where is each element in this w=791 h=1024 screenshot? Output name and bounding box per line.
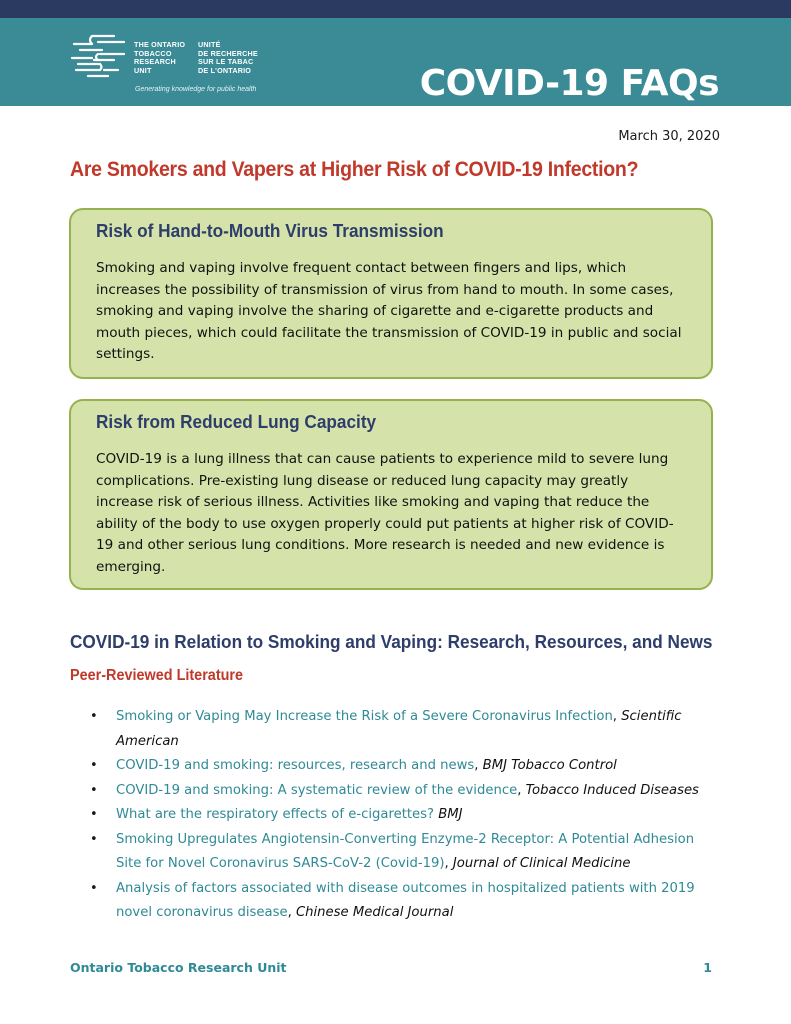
reference-link[interactable]: What are the respiratory effects of e-cigarettes? (116, 807, 435, 822)
org-tagline: Generating knowledge for public health (135, 86, 257, 93)
list-item: • COVID-19 and smoking: A systematic review of the evidence, Tobacco Induced Diseases (90, 779, 720, 804)
otru-logo-icon (70, 30, 130, 78)
info-box-hand-to-mouth (69, 208, 713, 379)
list-item (90, 803, 720, 828)
bullet-dot-icon: • (90, 758, 98, 773)
bullet-dot-icon: • (90, 880, 98, 896)
org-fr-line: UNITÉ (198, 40, 221, 49)
reference-source: BMJ (438, 807, 463, 822)
document-title: COVID-19 FAQs (419, 63, 719, 104)
box-body: COVID-19 is a lung illness that can cause patients to experience mild to severe lung complications. Pre-existing lung disease or reduced lung capacity may greatly increase risk of serious illness. Activities like smoking and vaping that reduce the ability of the body to use oxygen properly could put patients at higher risk of COVID-19 and other serious lung conditions. More research is needed and new evidence is emerging. (96, 451, 674, 575)
org-fr-line: DE L'ONTARIO (198, 65, 252, 75)
publication-date: March 30, 2020 (618, 129, 720, 144)
org-en-line: THE ONTARIO (134, 40, 186, 49)
reference-link[interactable]: COVID-19 and smoking: resources, research and news (116, 758, 475, 773)
list-item: • Smoking Upregulates Angiotensin-Converting Enzyme-2 Receptor: A Potential Adhesion Site for Novel Coronavirus SARS-CoV-2 (Covid-19), Journal of Clinical Medicine (90, 828, 720, 877)
org-en-line: TOBACCO (134, 48, 172, 58)
bullet-dot-icon: • (90, 807, 98, 822)
org-fr-line: SUR LE TABAC (198, 57, 254, 67)
reference-source: Chinese Medical Journal (295, 905, 454, 920)
reference-source: Tobacco Induced Diseases (525, 782, 699, 798)
reference-link[interactable]: Analysis of factors associated with disease outcomes in hospitalized patients with 2019 novel coronavirus disease (116, 880, 695, 920)
reference-link[interactable]: COVID-19 and smoking: A systematic review of the evidence (116, 782, 518, 798)
list-item: • Smoking or Vaping May Increase the Risk of a Severe Coronavirus Infection, Scientific American (90, 705, 720, 754)
bullet-dot-icon: • (90, 709, 98, 724)
bullet-dot-icon: • (90, 831, 98, 847)
main-title: Are Smokers and Vapers at Higher Risk of COVID-19 Infection? (70, 158, 639, 181)
reference-source: BMJ Tobacco Control (482, 758, 617, 773)
reference-source: Journal of Clinical Medicine (452, 856, 631, 871)
bullet-dot-icon: • (90, 782, 98, 798)
org-en-line: UNIT (134, 65, 152, 75)
subsection-title: Peer-Reviewed Literature (70, 667, 244, 684)
page-number: 1 (703, 960, 712, 975)
list-item: • COVID-19 and smoking: resources, research and news, BMJ Tobacco Control (90, 754, 720, 779)
footer-org-name: Ontario Tobacco Research Unit (70, 960, 287, 975)
box-heading: Risk of Hand-to-Mouth Virus Transmission (96, 220, 444, 241)
top-bar (0, 0, 791, 18)
org-en-line: RESEARCH (134, 57, 176, 67)
list-item: • Analysis of factors associated with disease outcomes in hospitalized patients with 2019 novel coronavirus disease, Chinese Medical Journal (90, 877, 720, 926)
page-header (0, 18, 791, 106)
box-body: Smoking and vaping involve frequent contact between fingers and lips, which increases the possibility of transmission of virus from hand to mouth. In some cases, smoking and vaping involve the sharing of cigarette and e-cigarette products and mouth pieces, which could facilitate the transmission of COVID-19 in public and social settings. (96, 260, 682, 362)
reference-list (90, 705, 720, 926)
org-fr-line: DE RECHERCHE (198, 48, 258, 58)
section-title: COVID-19 in Relation to Smoking and Vaping: Research, Resources, and News (70, 631, 713, 652)
org-name-english (134, 41, 185, 75)
box-heading: Risk from Reduced Lung Capacity (96, 411, 377, 432)
info-box-lung-capacity (69, 399, 713, 590)
org-name-french (198, 41, 258, 75)
reference-source: Scientific American (116, 709, 682, 749)
reference-link[interactable]: Smoking Upregulates Angiotensin-Converting Enzyme-2 Receptor: A Potential Adhesion Site for Novel Coronavirus SARS-CoV-2 (Covid-19) (116, 831, 695, 871)
reference-link[interactable]: Smoking or Vaping May Increase the Risk of a Severe Coronavirus Infection (116, 709, 613, 724)
